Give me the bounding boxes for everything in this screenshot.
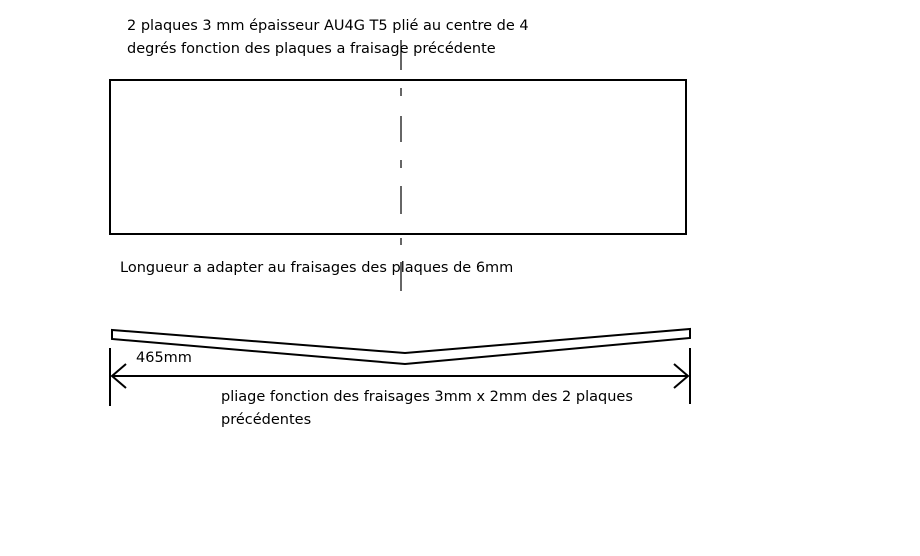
note-bend-line-1: pliage fonction des fraisages 3mm x 2mm des 2 plaques bbox=[221, 389, 633, 405]
plate-top-view bbox=[110, 80, 686, 234]
dimension-length-label: 465mm bbox=[136, 350, 192, 366]
note-top-line-1: 2 plaques 3 mm épaisseur AU4G T5 plié au centre de 4 bbox=[127, 18, 529, 34]
note-length: Longueur a adapter au fraisages des plaques de 6mm bbox=[120, 260, 514, 276]
note-bend-line-2: précédentes bbox=[221, 412, 312, 428]
bent-plate-side-view bbox=[112, 329, 690, 364]
note-top-line-2: degrés fonction des plaques a fraisage précédente bbox=[127, 41, 496, 57]
